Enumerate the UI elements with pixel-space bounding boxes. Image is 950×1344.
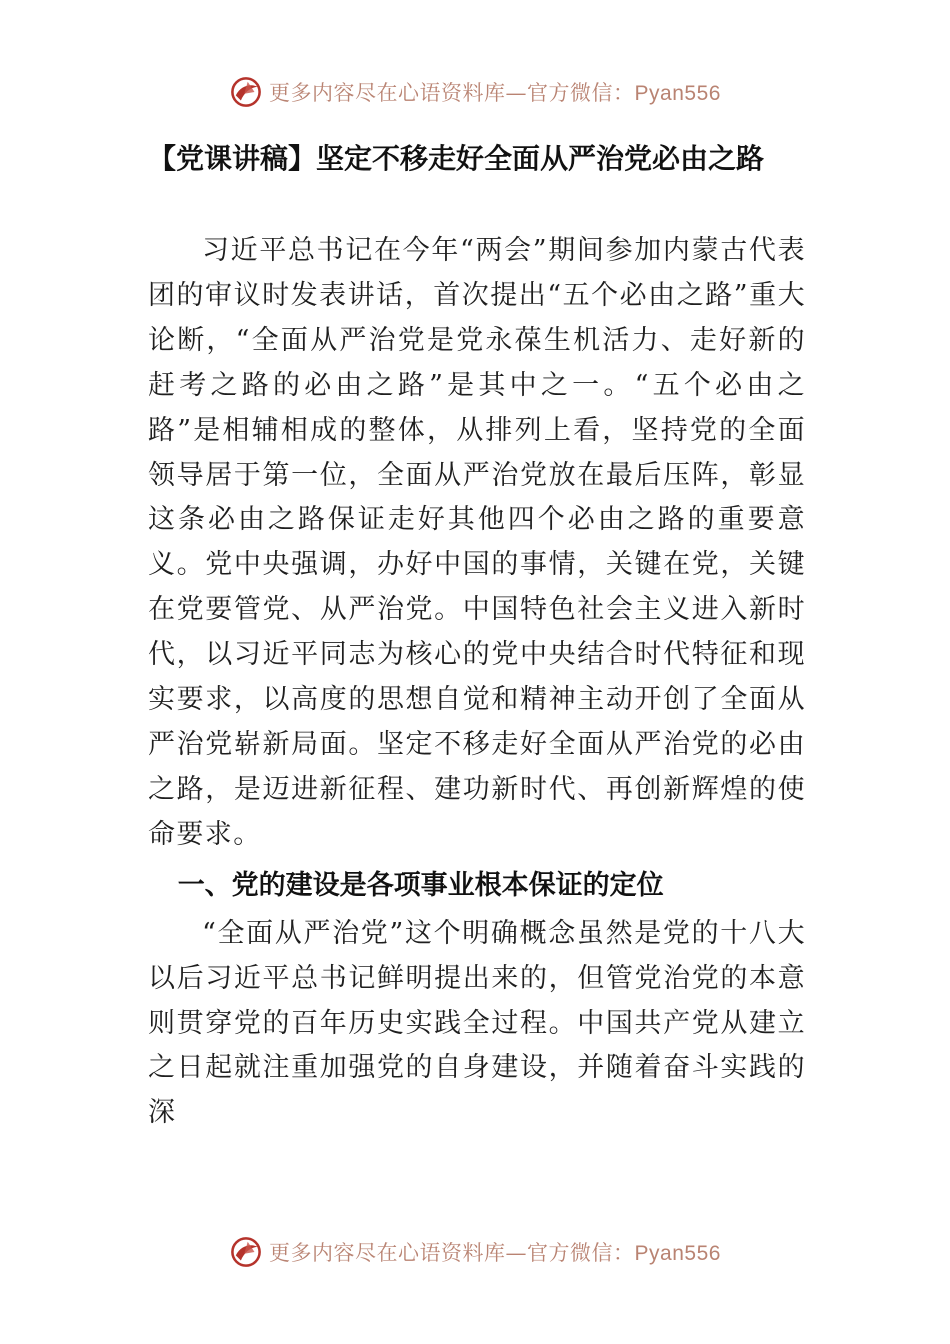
top-watermark-banner	[0, 70, 950, 114]
bottom-watermark-banner	[0, 1230, 950, 1274]
section-heading-1: 一、党的建设是各项事业根本保证的定位	[177, 869, 664, 901]
logo-icon	[229, 1235, 263, 1269]
logo-icon	[229, 75, 263, 109]
watermark-text: 更多内容尽在心语资料库—官方微信：Pyan556	[269, 1241, 721, 1265]
wechat-id: Pyan556	[634, 1242, 721, 1265]
section-1-paragraph: “全面从严治党”这个明确概念虽然是党的十八大以后习近平总书记鲜明提出来的，但管党治党的本意则贯穿党的百年历史实践全过程。中国共产党从建立之日起就注重加强党的自身建设，并随着奋斗实践的深	[148, 917, 806, 1129]
document-body	[148, 229, 806, 1136]
wechat-id: Pyan556	[634, 82, 721, 105]
watermark-text: 更多内容尽在心语资料库—官方微信：Pyan556	[269, 81, 721, 105]
page-title: 【党课讲稿】坚定不移走好全面从严治党必由之路	[148, 142, 765, 175]
intro-paragraph: 习近平总书记在今年“两会”期间参加内蒙古代表团的审议时发表讲话，首次提出“五个必由之路”重大论断，“全面从严治党是党永葆生机活力、走好新的赶考之路的必由之路”是其中之一。“五个必由之路”是相辅相成的整体，从排列上看，坚持党的全面领导居于第一位，全面从严治党放在最后压阵，彰显这条必由之路保证走好其他四个必由之路的重要意义。党中央强调，办好中国的事情，关键在党，关键在党要管党、从严治党。中国特色社会主义进入新时代，以习近平同志为核心的党中央结合时代特征和现实要求，以高度的思想自觉和精神主动开创了全面从严治党崭新局面。坚定不移走好全面从严治党的必由之路，是迈进新征程、建功新时代、再创新辉煌的使命要求。	[148, 235, 806, 850]
